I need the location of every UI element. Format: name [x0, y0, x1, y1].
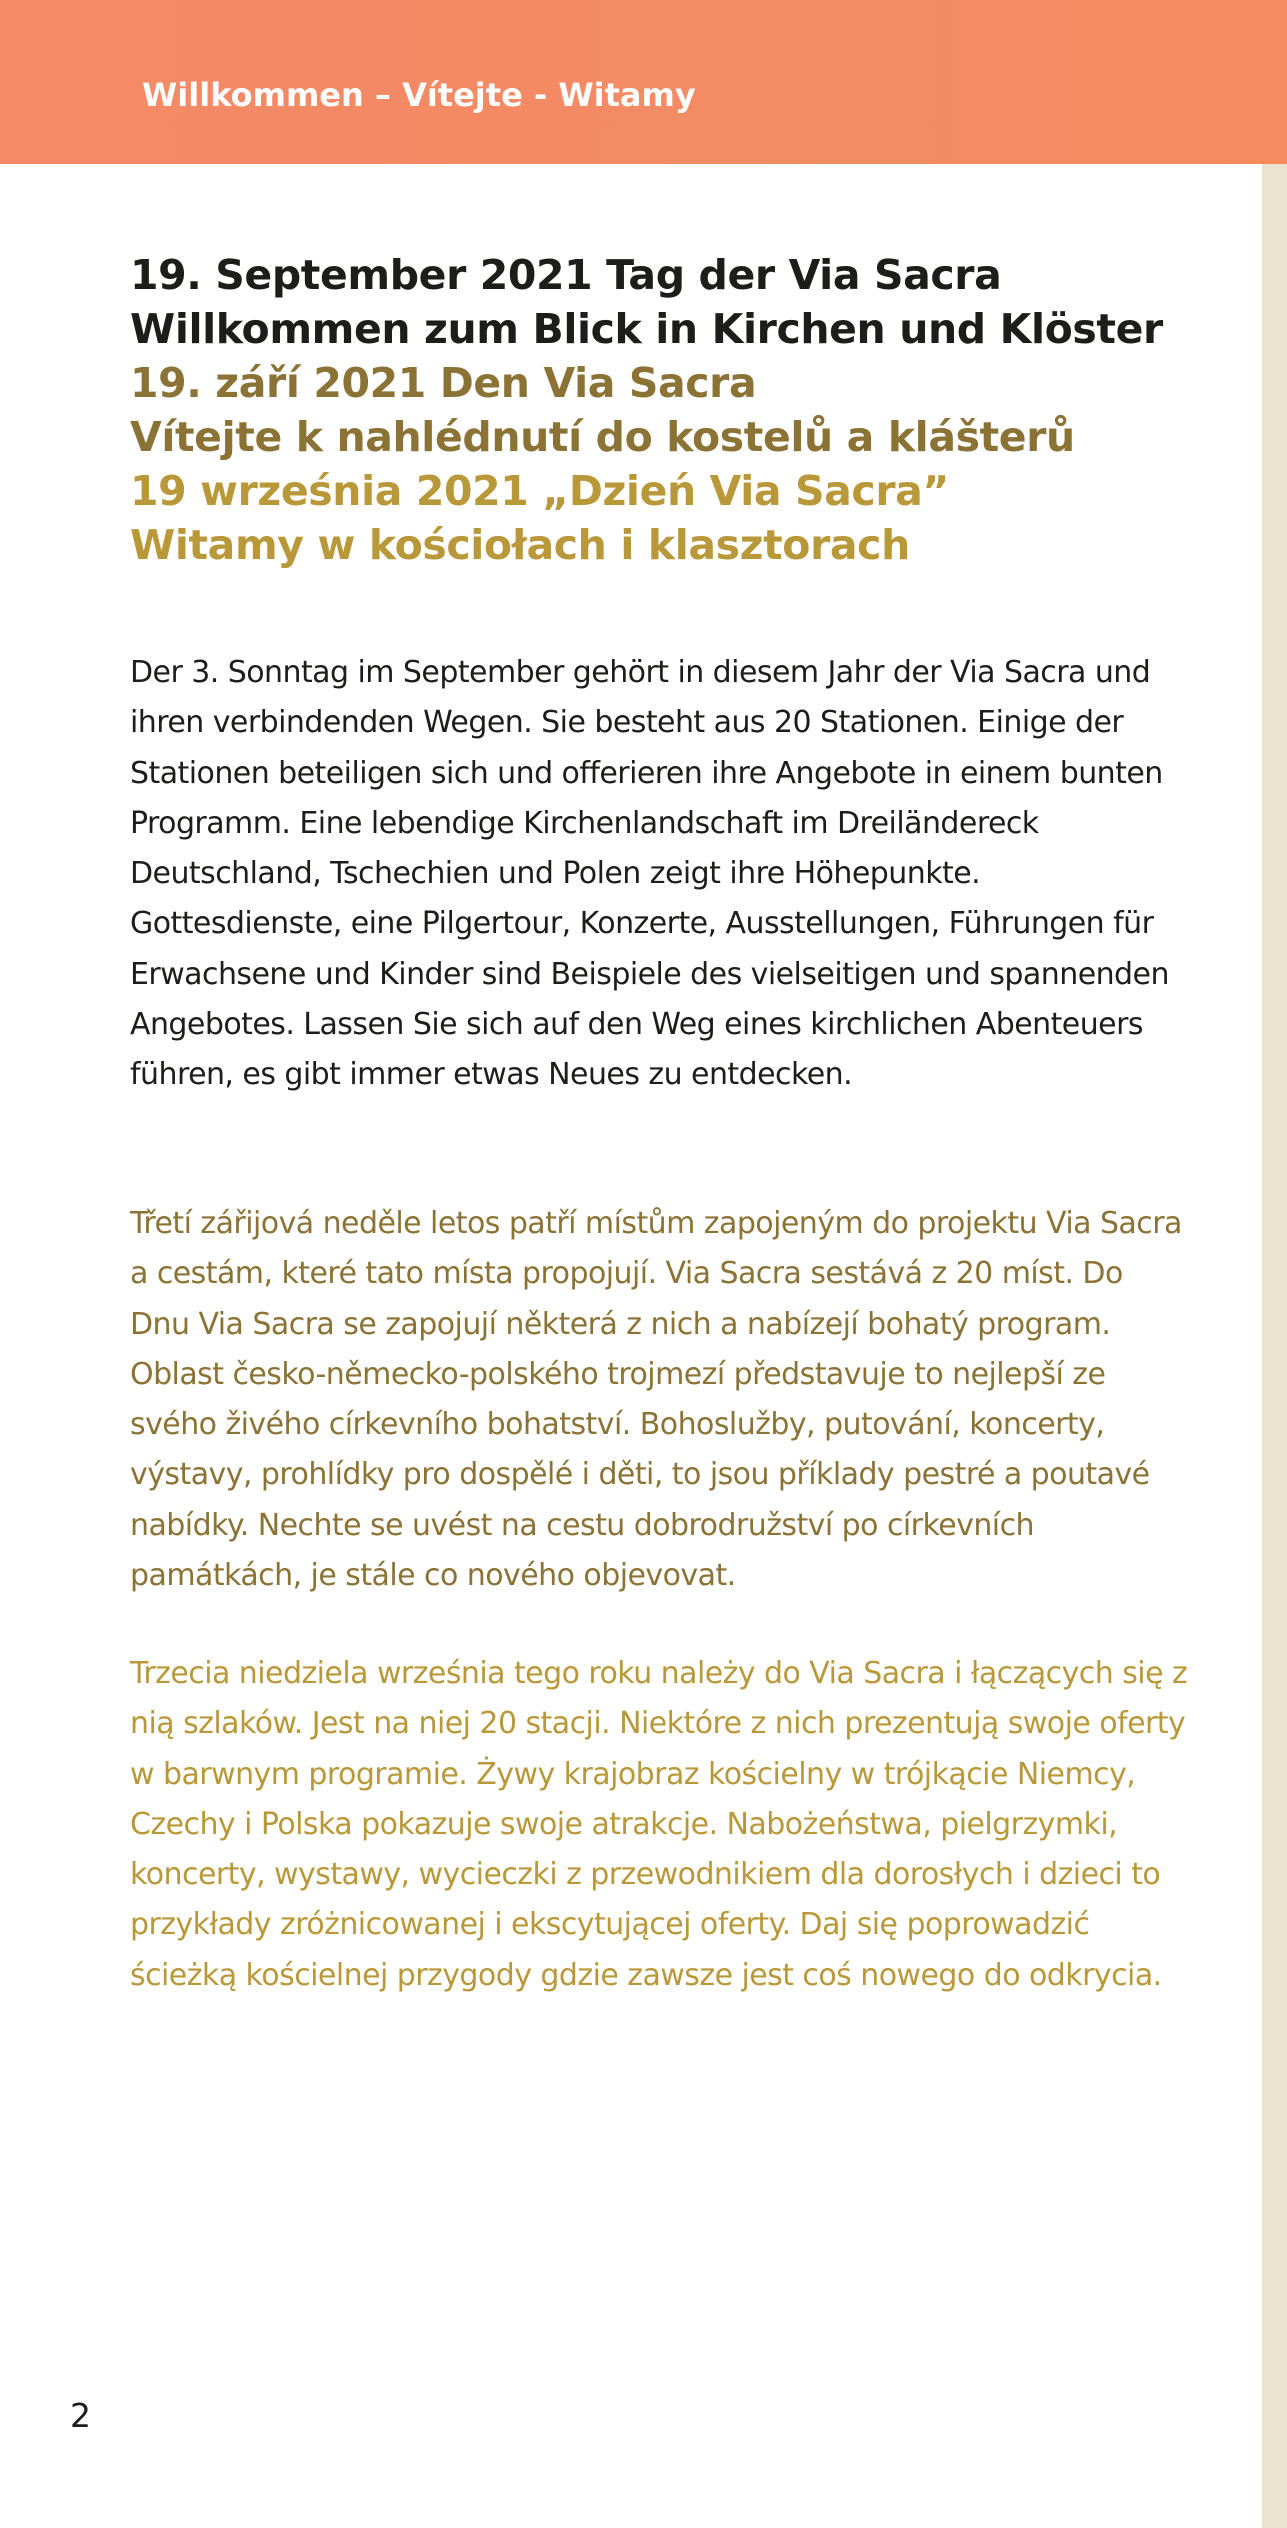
heading-polish-line-1: 19 września 2021 „Dzień Via Sacra”: [130, 467, 949, 515]
paragraph-polish: Trzecia niedziela września tego roku należy do Via Sacra i łączących się z nią szlaków. Jest na niej 20 stacji. Niektóre z nich prezentują swoje oferty w barwnym programie. Żywy krajobraz kościelny w trójkącie Niemcy, Czechy i Polska pokazuje swoje atrakcje. Nabożeństwa, pielgrzymki, koncerty, wystawy, wycieczki z przewodnikiem dla dorosłych i dzieci to przykłady zróżnicowanej i ekscytującej oferty. Daj się poprowadzić ścieżką kościelnej przygody gdzie zawsze jest coś nowego do odkrycia.: [130, 1656, 1188, 1993]
page-number: 2: [70, 2396, 91, 2435]
paragraph-czech: Třetí zářijová neděle letos patří místům zapojeným do projektu Via Sacra a cestám, které tato místa propojují. Via Sacra sestává z 20 míst. Do Dnu Via Sacra se zapojují některá z nich a nabízejí bohatý program. Oblast česko-německo-polského trojmezí představuje to nejlepší ze svého živého církevního bohatství. Bohoslužby, putování, koncerty, výstavy, prohlídky pro dospělé i děti, to jsou příklady pestré a poutavé nabídky. Nechte se uvést na cestu dobrodružství po církevních památkách, je stále co nového objevovat.: [130, 1206, 1182, 1594]
paragraph-german: Der 3. Sonntag im September gehört in diesem Jahr der Via Sacra und ihren verbindenden Wegen. Sie besteht aus 20 Stationen. Einige der Stationen beteiligen sich und offerieren ihre Angebote in einem bunten Programm. Eine lebendige Kirchenlandschaft im Dreiländereck Deutschland, Tschechien und Polen zeigt ihre Höhepunkte. Gottesdienste, eine Pilgertour, Konzerte, Ausstellungen, Führungen für Erwachsene und Kinder sind Beispiele des vielseitigen und spannenden Angebotes. Lassen Sie sich auf den Weg eines kirchlichen Abenteuers führen, es gibt immer etwas Neues zu entdecken.: [130, 655, 1169, 1093]
heading-czech-line-2: Vítejte k nahlédnutí do kostelů a klášterů: [130, 413, 1075, 461]
header-title: Willkommen – Vítejte - Witamy: [142, 76, 696, 114]
page-edge-strip: [1262, 164, 1287, 2528]
header-bar: [0, 0, 1287, 164]
heading-german-line-2: Willkommen zum Blick in Kirchen und Klöster: [130, 305, 1163, 353]
heading-polish-line-2: Witamy w kościołach i klasztorach: [130, 521, 910, 569]
page-headings: [130, 248, 1210, 572]
heading-czech-line-1: 19. září 2021 Den Via Sacra: [130, 359, 757, 407]
heading-german-line-1: 19. September 2021 Tag der Via Sacra: [130, 251, 1002, 299]
